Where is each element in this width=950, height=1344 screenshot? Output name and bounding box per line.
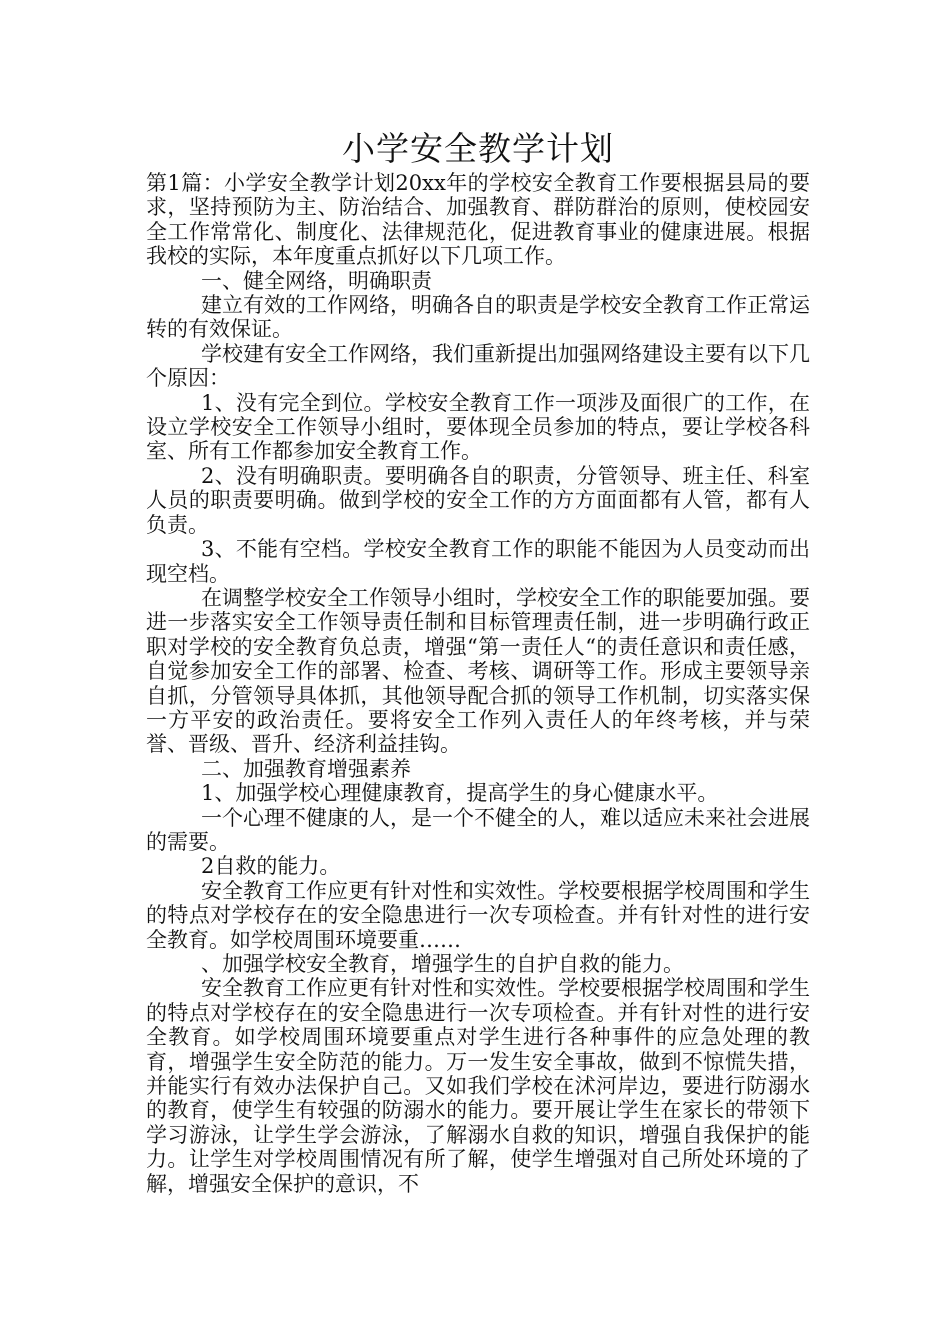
paragraph: 第1篇：小学安全教学计划20xx年的学校安全教育工作要根据县局的要求，坚持预防为主、防治结合、加强教育、群防群治的原则，使校园安全工作常常化、制度化、法律规范化，促进教育事业的健康进展。根据我校的实际，本年度重点抓好以下几项工作。 — [146, 171, 810, 269]
paragraph: 在调整学校安全工作领导小组时，学校安全工作的职能要加强。要进一步落实安全工作领导责任制和目标管理责任制，进一步明确行政正职对学校的安全教育负总责，增强“第一责任人“的责任意识和责任感，自觉参加安全工作的部署、检查、考核、调研等工作。形成主要领导亲自抓，分管领导具体抓，其他领导配合抓的领导工作机制，切实落实保一方平安的政治责任。要将安全工作列入责任人的年终考核，并与荣誉、晋级、晋升、经济利益挂钩。 — [146, 585, 810, 757]
list-item: 2、没有明确职责。要明确各自的职责，分管领导、班主任、科室人员的职责要明确。做到学校的安全工作的方方面面都有人管，都有人负责。 — [146, 463, 810, 537]
list-item: 1、加强学校心理健康教育，提高学生的身心健康水平。 — [201, 781, 719, 806]
paragraph: 建立有效的工作网络，明确各自的职责是学校安全教育工作正常运转的有效保证。 — [146, 293, 810, 342]
list-item: 2自救的能力。 — [201, 854, 341, 879]
document-body — [146, 171, 810, 1196]
list-item: 1、没有完全到位。学校安全教育工作一项涉及面很广的工作，在设立学校安全工作领导小组时，要体现全员参加的特点，要让学校各科室、所有工作都参加安全教育工作。 — [146, 390, 810, 464]
document-page — [146, 128, 810, 1196]
document-title: 小学安全教学计划 — [342, 129, 614, 168]
paragraph: 学校建有安全工作网络，我们重新提出加强网络建设主要有以下几个原因： — [146, 341, 810, 391]
section-heading: 一、健全网络，明确职责 — [201, 268, 432, 293]
section-heading: 二、加强教育增强素养 — [201, 756, 411, 781]
list-item: 、加强学校安全教育，增强学生的自护自救的能力。 — [201, 952, 684, 976]
list-item: 3、不能有空档。学校安全教育工作的职能不能因为人员变动而出现空档。 — [146, 537, 810, 586]
paragraph: 安全教育工作应更有针对性和实效性。学校要根据学校周围和学生的特点对学校存在的安全隐患进行一次专项检查。并有针对性的进行安全教育。如学校周围环境要重…… — [146, 878, 810, 952]
paragraph: 安全教育工作应更有针对性和实效性。学校要根据学校周围和学生的特点对学校存在的安全隐患进行一次专项检查。并有针对性的进行安全教育。如学校周围环境要重点对学生进行各种事件的应急处理的教育，增强学生安全防范的能力。万一发生安全事故，做到不惊慌失措，并能实行有效办法保护自己。又如我们学校在沭河岸边，要进行防溺水的教育，使学生有较强的防溺水的能力。要开展让学生在家长的带领下学习游泳，让学生学会游泳，了解溺水自救的知识，增强自我保护的能力。让学生对学校周围情况有所了解，使学生增强对自己所处环境的了解，增强安全保护的意识，不 — [146, 976, 810, 1196]
paragraph: 一个心理不健康的人，是一个不健全的人，难以适应未来社会进展的需要。 — [146, 805, 810, 854]
